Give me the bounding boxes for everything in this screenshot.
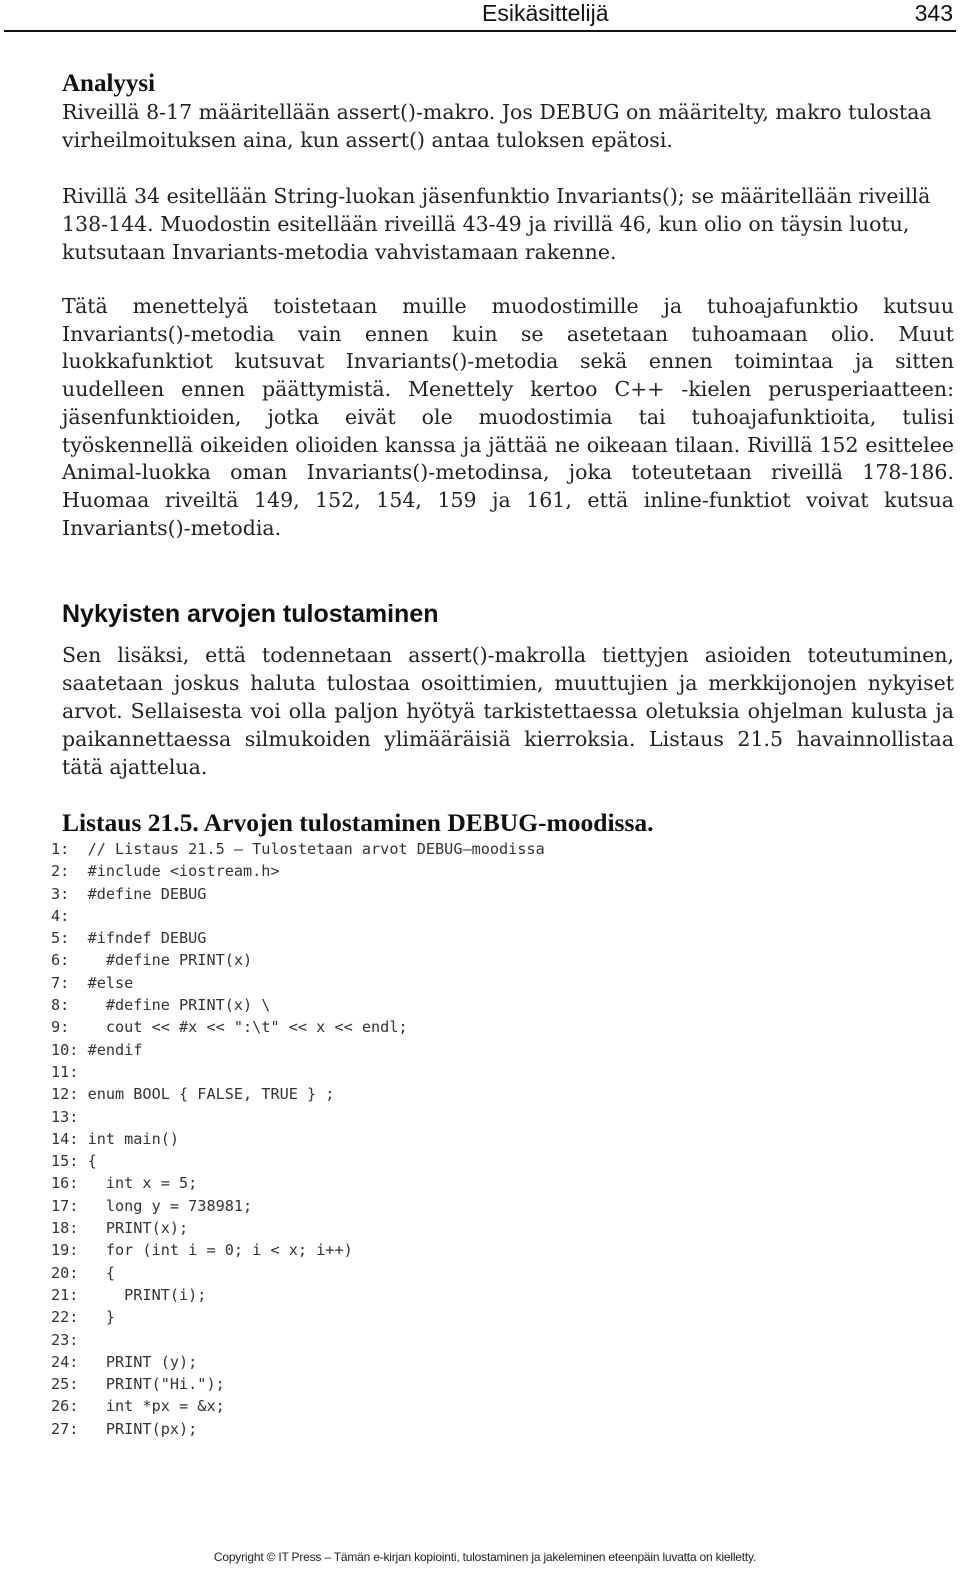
code-line: 18: PRINT(x); [51,1219,189,1238]
section-heading: Nykyisten arvojen tulostaminen [62,600,439,628]
page-header [0,0,960,32]
analysis-heading: Analyysi [62,70,156,97]
code-line: 3: #define DEBUG [51,884,207,903]
code-listing [51,838,545,1440]
code-line: 2: #include <iostream.h> [51,862,280,881]
copyright-notice: Copyright © IT Press – Tämän e-kirjan kopiointi, tulostaminen ja jakeleminen eteenpäin luvatta on kielletty. [213,1550,757,1564]
footer [0,1550,960,1564]
code-line: 15: { [51,1152,97,1171]
code-line: 6: #define PRINT(x) [51,951,253,970]
code-line: 27: PRINT(px); [51,1419,198,1438]
analysis-paragraph-3: Tätä menettelyä toistetaan muille muodostimille ja tuhoajafunktio kutsuu Invariants()-metodia vain ennen kuin se asetetaan tuhoamaan olio. Muut luokkafunktiot kutsuvat Invariants()-metodia sekä ennen toimintaa ja sitten uudelleen ennen päättymistä. Menettely kertoo C++ -kielen perusperiaatteen: jäsenfunktioiden, jotka eivät ole muodostimia tai tuhoajafunktioita, tulisi työskennellä oikeiden olioiden kanssa ja jättää ne oikeaan tilaan. Rivillä 152 esittelee Animal-luokka oman Invariants()-metodinsa, joka toteutetaan riveillä 178-186. Huomaa riveiltä 149, 152, 154, 159 ja 161, että inline-funktiot voivat kutsua Invariants()-metodia. [62,294,954,540]
code-line: 19: for (int i = 0; i < x; i++) [51,1241,353,1260]
code-line: 11: [51,1062,79,1081]
code-line: 21: PRINT(i); [51,1285,207,1304]
code-line: 22: } [51,1308,116,1327]
code-line: 24: PRINT (y); [51,1352,198,1371]
page-number: 343 [914,0,953,26]
code-line: 20: { [51,1263,116,1282]
code-line: 7: #else [51,973,134,992]
code-line: 13: [51,1107,79,1126]
code-line: 10: #endif [51,1040,143,1059]
code-line: 23: [51,1330,79,1349]
code-line: 4: [51,906,70,925]
code-line: 16: int x = 5; [51,1174,198,1193]
code-line: 25: PRINT("Hi."); [51,1375,225,1394]
code-line: 5: #ifndef DEBUG [51,929,207,948]
analysis-paragraph-2: Rivillä 34 esitellään String-luokan jäsenfunktio Invariants(); se määritellään riveillä 138-144. Muodostin esitellään riveillä 43-49 ja rivillä 46, kun olio on täysin luotu, kutsutaan Invariants-metodia vahvistamaan rakenne. [62,184,931,264]
header-rule [4,30,956,32]
code-line: 1: // Listaus 21.5 – Tulostetaan arvot DEBUG–moodissa [51,840,545,858]
code-line: 26: int *px = &x; [51,1397,225,1416]
analysis-paragraph-1: Riveillä 8-17 määritellään assert()-makro. Jos DEBUG on määritelty, makro tulostaa virheilmoituksen aina, kun assert() antaa tuloksen epätosi. [62,100,932,152]
code-line: 17: long y = 738981; [51,1196,253,1215]
listing-title: Listaus 21.5. Arvojen tulostaminen DEBUG-moodissa. [62,808,654,837]
code-line: 8: #define PRINT(x) \ [51,996,271,1015]
code-line: 14: int main() [51,1129,180,1148]
code-line: 12: enum BOOL { FALSE, TRUE } ; [51,1085,335,1104]
code-line: 9: cout << #x << ":\t" << x << endl; [51,1018,408,1037]
section-paragraph: Sen lisäksi, että todennetaan assert()-makrolla tiettyjen asioiden toteutuminen, saatetaan joskus haluta tulostaa osoittimien, muuttujien ja merkkijonojen nykyiset arvot. Sellaisesta voi olla paljon hyötyä tarkistettaessa oletuksia ohjelman kulusta ja paikannettaessa silmukoiden ylimääräisiä kierroksia. Listaus 21.5 havainnollistaa tätä ajattelua. [62,643,954,779]
running-header-title: Esikäsittelijä [482,0,609,26]
